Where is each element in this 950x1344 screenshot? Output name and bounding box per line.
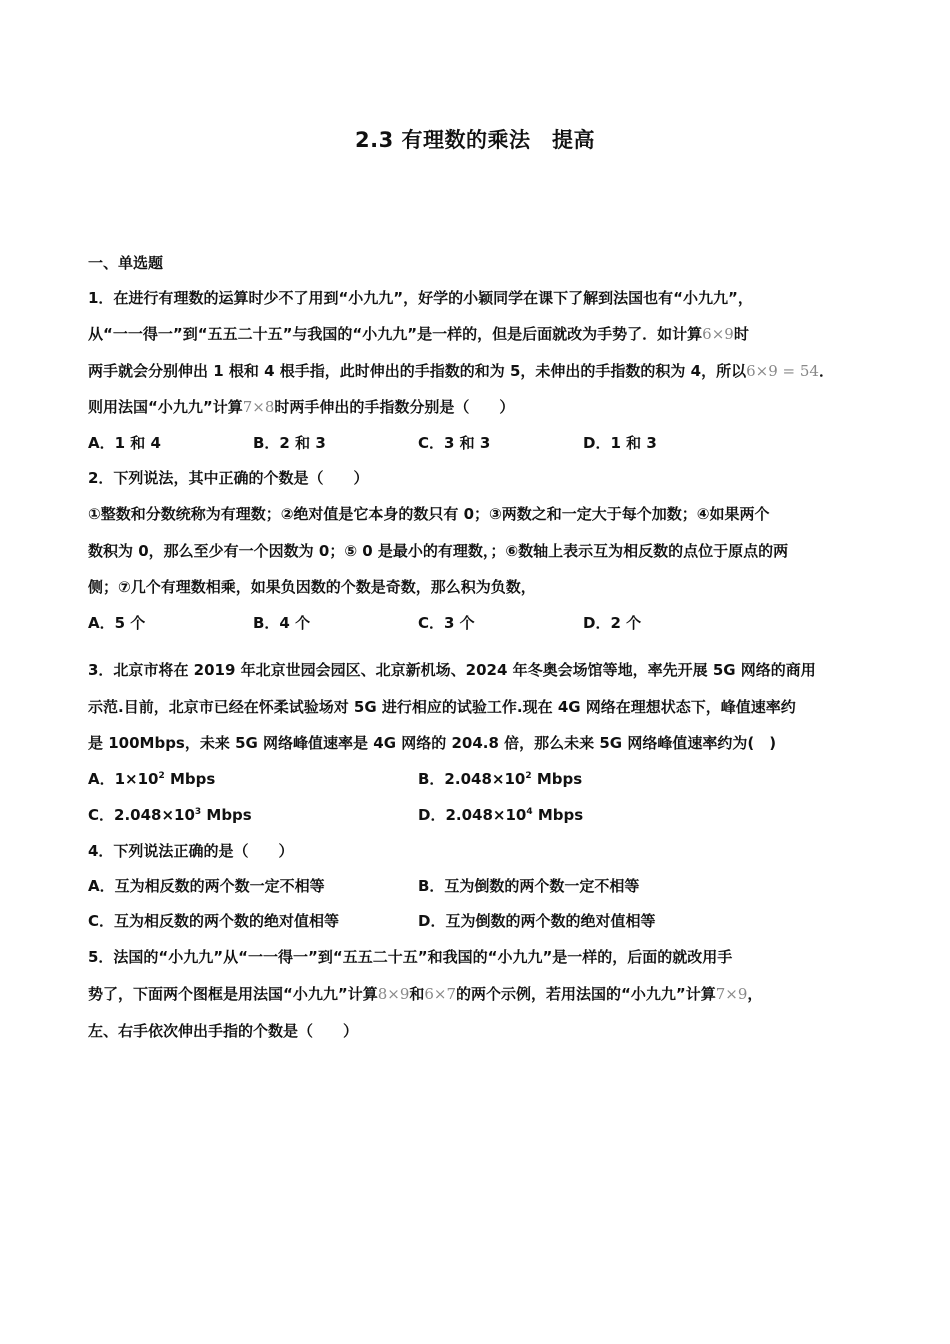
q3-line-3: 是 100Mbps，未来 5G 网络峰值速率是 4G 网络的 204.8 倍，那么未来 5G 网络峰值速率约为( ) bbox=[88, 734, 777, 752]
q1-line-4: 则用法国“小九九”计算7×8时两手伸出的手指数分别是（ ） bbox=[88, 398, 515, 416]
q5-line-2: 势了，下面两个图框是用法国“小九九”计算8×9和6×7的两个示例，若用法国的“小九九”计算7×9， bbox=[88, 985, 763, 1003]
q4-option-b: B．互为倒数的两个数一定不相等 bbox=[418, 877, 640, 895]
q2-line-1: 2．下列说法，其中正确的个数是（ ） bbox=[88, 469, 369, 487]
q1-line-1: 1．在进行有理数的运算时少不了用到“小九九”，好学的小颖同学在课下了解到法国也有“小九九”， bbox=[88, 289, 753, 307]
math-expression: 8×9 bbox=[377, 985, 410, 1003]
q1-option-d: D．1 和 3 bbox=[583, 434, 657, 452]
q3-option-b: B．$2.048\times 10^2$ Mbps bbox=[418, 770, 583, 788]
math-expression: 6×7 bbox=[424, 985, 457, 1003]
q4-option-d: D．互为倒数的两个数的绝对值相等 bbox=[418, 912, 656, 930]
q4-option-a: A．互为相反数的两个数一定不相等 bbox=[88, 877, 325, 895]
q2-option-b: B．4 个 bbox=[253, 614, 311, 632]
q4-line-1: 4．下列说法正确的是（ ） bbox=[88, 842, 294, 860]
math-expression: 7×8 bbox=[242, 398, 275, 416]
q2-line-4: 侧；⑦几个有理数相乘，如果负因数的个数是奇数，那么积为负数， bbox=[88, 578, 536, 596]
q3-line-2: 示范.目前，北京市已经在怀柔试验场对 5G 进行相应的试验工作.现在 4G 网络在理想状态下，峰值速率约 bbox=[88, 698, 796, 716]
q2-option-d: D．2 个 bbox=[583, 614, 642, 632]
q3-option-d: D．$2.048\times 10^4$ Mbps bbox=[418, 806, 584, 824]
q5-line-1: 5．法国的“小九九”从“一一得一”到“五五二十五”和我国的“小九九”是一样的，后面的就改用手 bbox=[88, 948, 733, 966]
page-title: 2.3 有理数的乘法 提高 bbox=[354, 128, 595, 152]
q3-option-a: A．$1\times 10^2$ Mbps bbox=[88, 770, 216, 788]
q2-line-3: 数积为 0，那么至少有一个因数为 0；⑤ 0 是最小的有理数，；⑥数轴上表示互为相反数的点位于原点的两 bbox=[88, 542, 789, 560]
section-heading: 一、单选题 bbox=[88, 254, 164, 272]
q2-option-c: C．3 个 bbox=[418, 614, 475, 632]
q5-line-3: 左、右手依次伸出手指的个数是（ ） bbox=[88, 1022, 359, 1040]
q1-line-2: 从“一一得一”到“五五二十五”与我国的“小九九”是一样的，但是后面就改为手势了．如计算6×9时 bbox=[88, 325, 749, 343]
q3-option-c: C．$2.048\times 10^3$ Mbps bbox=[88, 806, 252, 824]
q1-line-3: 两手就会分别伸出 1 根和 4 根手指，此时伸出的手指数的和为 5，未伸出的手指数的积为 4，所以6×9 = 54． bbox=[88, 362, 834, 380]
q4-option-c: C．互为相反数的两个数的绝对值相等 bbox=[88, 912, 340, 930]
q1-option-a: A．1 和 4 bbox=[88, 434, 161, 452]
math-expression: 7×9 bbox=[715, 985, 748, 1003]
q3-line-1: 3．北京市将在 2019 年北京世园会园区、北京新机场、2024 年冬奥会场馆等地，率先开展 5G 网络的商用 bbox=[88, 661, 816, 679]
q2-option-a: A．5 个 bbox=[88, 614, 146, 632]
q1-option-c: C．3 和 3 bbox=[418, 434, 491, 452]
math-expression: 6×9 bbox=[702, 325, 734, 343]
math-expression: 6×9 = 54 bbox=[746, 362, 819, 380]
q2-line-2: ①整数和分数统称为有理数；②绝对值是它本身的数只有 0；③两数之和一定大于每个加数；④如果两个 bbox=[88, 505, 770, 523]
q1-option-b: B．2 和 3 bbox=[253, 434, 326, 452]
